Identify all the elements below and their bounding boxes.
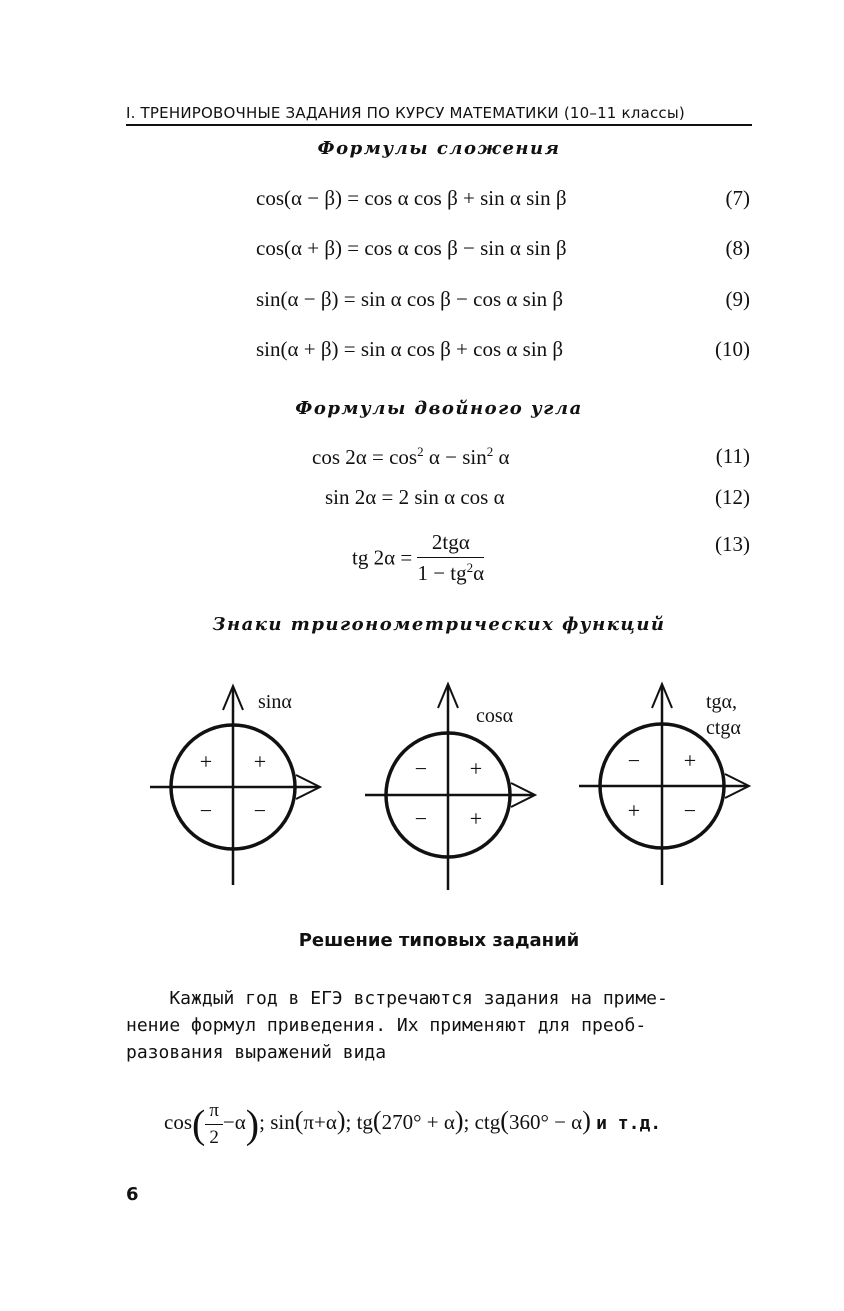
formula-12-expression: sin 2α = 2 sin α cos α (325, 485, 505, 509)
cos-label: cosα (476, 705, 514, 727)
formula-13-number: (13) (715, 532, 750, 556)
formula-12 (126, 485, 752, 521)
formula-7 (126, 186, 752, 222)
sin-q2-sign: + (199, 749, 213, 774)
cos-q3-sign: − (414, 806, 428, 831)
expr-ctg-arg: 360° − α (508, 1110, 583, 1135)
double-angle-title: Формулы двойного угла (295, 398, 583, 419)
reduction-expr-body (164, 1100, 662, 1148)
expr-pi-over-2 (205, 1100, 223, 1149)
formula-11-mid: α − sin (423, 445, 487, 469)
expr-cos-lparen: ( (192, 1102, 206, 1147)
tg-ctg-sign-diagram (579, 684, 749, 885)
solutions-paragraph (126, 985, 752, 1066)
expr-two: 2 (209, 1127, 219, 1148)
formula-10-number: (10) (715, 337, 750, 361)
sin-label: sinα (258, 691, 292, 713)
formula-11-expression (312, 444, 509, 470)
cos-q2-sign: − (414, 756, 428, 781)
formula-9 (126, 287, 752, 323)
formula-11-number: (11) (715, 444, 750, 468)
formula-8 (126, 236, 752, 272)
formula-8-number: (8) (725, 236, 750, 260)
sin-sign-diagram (150, 686, 320, 885)
formula-13-den-exponent: 2 (466, 560, 474, 575)
expr-cos-rparen: ) (245, 1102, 260, 1147)
formula-13-denominator (417, 558, 484, 586)
formula-9-number: (9) (725, 287, 750, 311)
formula-11-rhs: α (493, 445, 510, 469)
reduction-expressions (126, 1100, 752, 1149)
formula-13-lhs: tg 2α = (352, 545, 413, 570)
expr-ctg-rparen: ) (582, 1106, 591, 1136)
formula-13-fraction (417, 530, 484, 586)
paragraph-line-1: Каждый год в ЕГЭ встречаются задания на приме- (126, 988, 668, 1009)
formula-11 (126, 444, 752, 480)
expr-tg-rparen: ) (454, 1106, 464, 1136)
expr-sep-ctg: ; ctg (463, 1110, 501, 1135)
expr-sin-lparen: ( (294, 1106, 304, 1136)
paragraph-line-2: нение формул приведения. Их применяют для преоб- (126, 1015, 647, 1036)
formula-12-number: (12) (715, 485, 750, 509)
formula-13-numerator: 2tgα (417, 530, 484, 558)
page-number: 6 (126, 1184, 139, 1205)
paragraph-line-3: разования выражений вида (126, 1042, 387, 1063)
expr-sep-sin: ; sin (259, 1110, 295, 1135)
expr-sin-rparen: ) (336, 1106, 346, 1136)
formula-7-number: (7) (725, 186, 750, 210)
formula-13-den-b: α (473, 561, 485, 585)
expr-ctg-lparen: ( (500, 1106, 509, 1136)
tg-q4-sign: − (683, 798, 697, 823)
formula-11-exponent-1: 2 (417, 444, 424, 459)
tg-q2-sign: − (627, 748, 641, 773)
cos-q4-sign: + (469, 806, 483, 831)
running-header (126, 102, 752, 126)
addition-formulas-title: Формулы сложения (317, 138, 561, 159)
formula-8-expression: cos(α + β) = cos α cos β − sin α sin β (256, 236, 567, 260)
trig-sign-diagrams (0, 670, 844, 910)
expr-tg-lparen: ( (372, 1106, 382, 1136)
formula-10 (126, 337, 752, 373)
formula-13-expression (352, 530, 484, 586)
expr-pi: π (205, 1100, 223, 1125)
sin-q3-sign: − (199, 798, 213, 823)
expr-tg-arg: 270° + α (381, 1110, 455, 1135)
formula-10-expression: sin(α + β) = sin α cos β + cos α sin β (256, 337, 564, 361)
sin-q1-sign: + (253, 749, 267, 774)
formula-13-den-a: 1 − tg (417, 561, 467, 585)
expr-cos: cos (164, 1110, 192, 1135)
formula-11-exponent-2: 2 (486, 444, 494, 459)
formula-11-lhs: cos 2α = cos (312, 445, 418, 469)
expr-sep-tg: ; tg (345, 1110, 373, 1135)
tg-q1-sign: + (683, 748, 697, 773)
expr-minus-alpha: −α (222, 1110, 246, 1135)
sin-q4-sign: − (253, 798, 267, 823)
cos-q1-sign: + (469, 756, 483, 781)
running-header-title: I. ТРЕНИРОВОЧНЫЕ ЗАДАНИЯ ПО КУРСУ МАТЕМАТИКИ (10–11 классы) (126, 104, 685, 122)
solutions-title: Решение типовых заданий (298, 930, 580, 951)
trig-signs-title: Знаки тригонометрических функций (212, 614, 666, 635)
expr-sin-arg: π+α (303, 1110, 337, 1135)
formula-13 (126, 530, 752, 594)
formula-9-expression: sin(α − β) = sin α cos β − cos α sin β (256, 287, 564, 311)
ctg-label: ctgα (706, 717, 741, 739)
tg-q3-sign: + (627, 798, 641, 823)
tg-label: tgα, (706, 691, 738, 713)
expr-tail: и т.д. (596, 1113, 662, 1135)
formula-7-expression: cos(α − β) = cos α cos β + sin α sin β (256, 186, 567, 210)
